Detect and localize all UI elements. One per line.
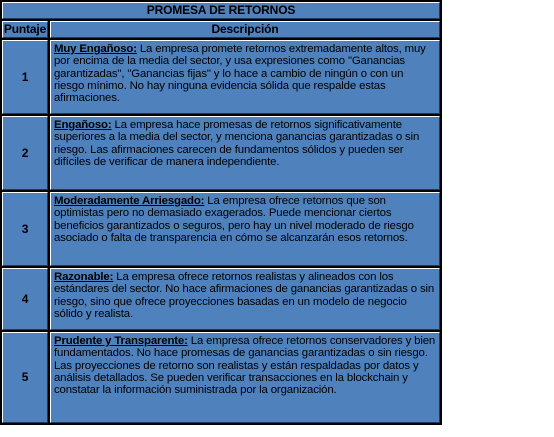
score-cell-2: 2 <box>2 116 48 190</box>
description-cell-4 <box>50 268 440 330</box>
rating-label-2: Engañoso: <box>54 119 112 131</box>
score-cell-3: 3 <box>2 192 48 266</box>
rating-text-4: La empresa ofrece retornos realistas y alineados con los estándares del sector. No hace afirmaciones de ganancias garantizadas o sin riesgo, sino que ofrece proyecciones basadas en un modelo de negocio sólido y realista. <box>54 271 435 320</box>
score-cell-5: 5 <box>2 332 48 423</box>
rating-text-1: La empresa promete retornos extremadamente altos, muy por encima de la media del sector, y usa expresiones como "Ganancias garantizadas", "Ganancias fijas" y lo hace a cambio de ningún o con un riesgo mínimo. No hay ninguna evidencia sólida que respalde estas afirmaciones. <box>54 43 426 105</box>
header-description: Descripción <box>50 21 440 38</box>
description-cell-5 <box>50 332 440 423</box>
description-cell-3 <box>50 192 440 266</box>
score-cell-4: 4 <box>2 268 48 330</box>
header-score: Puntaje <box>3 22 47 37</box>
rating-text-5: La empresa ofrece retornos conservadores y bien fundamentados. No hace promesas de ganancias garantizadas o sin riesgo. Las proyecciones de retorno son realistas y están respaldadas por datos y análisis detallados. Se pueden verificar transacciones en la blockchain y constatar la información suministrada por la organización. <box>54 335 436 397</box>
rating-label-1: Muy Engañoso: <box>54 43 137 55</box>
description-cell-1 <box>50 40 440 114</box>
rating-label-4: Razonable: <box>54 271 114 283</box>
rating-label-5: Prudente y Transparente: <box>54 335 188 347</box>
rating-text-3: La empresa ofrece retornos que son optimistas pero no demasiado exagerados. Puede mencionar ciertos beneficios garantizados o seguros, pero hay un nivel moderado de riesgo asociado o falta de transparencia en cómo se alcanzarán esos retornos. <box>54 195 414 244</box>
rating-label-3: Moderadamente Arriesgado: <box>54 195 205 207</box>
score-cell-1: 1 <box>2 40 48 114</box>
description-cell-2 <box>50 116 440 190</box>
table-title: PROMESA DE RETORNOS <box>2 2 440 19</box>
rating-text-2: La empresa hace promesas de retornos significativamente superiores a la media del sector, y menciona ganancias garantizadas o sin riesgo. Las afirmaciones carecen de fundamentos sólidos y pueden ser difíciles de verificar de manera independiente. <box>54 119 420 168</box>
